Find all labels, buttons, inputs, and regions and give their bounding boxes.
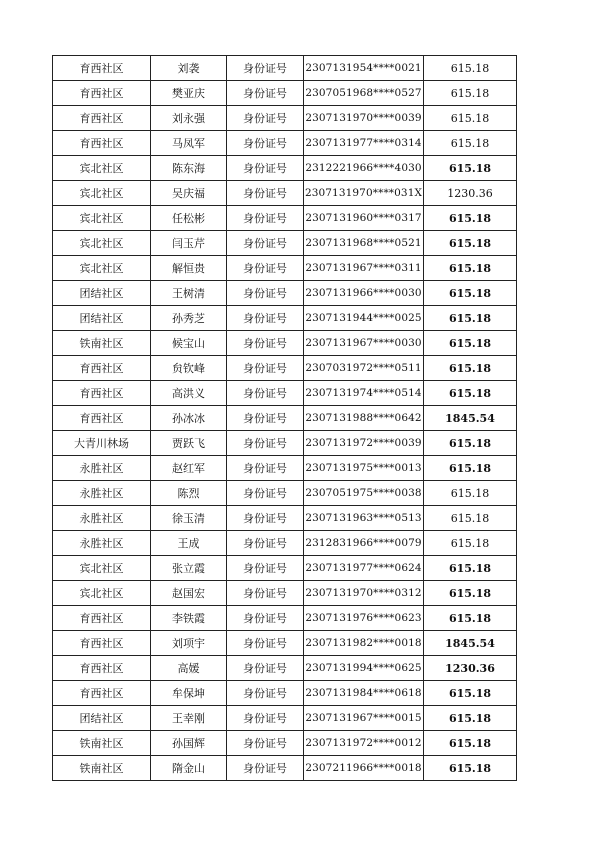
table-row [53,181,517,206]
amount-cell: 615.18 [424,731,517,756]
id-type-cell: 身份证号 [227,531,304,556]
area-cell: 宾北社区 [53,556,151,581]
area-cell: 育西社区 [53,656,151,681]
area-cell: 宾北社区 [53,231,151,256]
id-number-cell: 2307131972****0039 [304,431,424,456]
name-cell: 贾跃飞 [151,431,227,456]
id-type-cell: 身份证号 [227,456,304,481]
id-number-cell: 2307131984****0618 [304,681,424,706]
id-number-cell: 2307131988****0642 [304,406,424,431]
amount-cell: 615.18 [424,81,517,106]
name-cell: 吴庆福 [151,181,227,206]
id-number-cell: 2307131976****0623 [304,606,424,631]
area-cell: 永胜社区 [53,481,151,506]
amount-cell: 615.18 [424,706,517,731]
table-row [53,256,517,281]
table-row [53,81,517,106]
area-cell: 宾北社区 [53,156,151,181]
amount-cell: 615.18 [424,356,517,381]
area-cell: 育西社区 [53,406,151,431]
id-type-cell: 身份证号 [227,606,304,631]
amount-cell: 615.18 [424,306,517,331]
id-number-cell: 2312221966****4030 [304,156,424,181]
id-type-cell: 身份证号 [227,231,304,256]
area-cell: 育西社区 [53,56,151,81]
name-cell: 闫玉芹 [151,231,227,256]
name-cell: 王成 [151,531,227,556]
id-number-cell: 2307131967****0030 [304,331,424,356]
name-cell: 贠钦峰 [151,356,227,381]
amount-cell: 615.18 [424,381,517,406]
name-cell: 刘永强 [151,106,227,131]
id-number-cell: 2307131966****0030 [304,281,424,306]
table-row [53,131,517,156]
name-cell: 陈烈 [151,481,227,506]
amount-cell: 1230.36 [424,656,517,681]
table-row [53,156,517,181]
id-type-cell: 身份证号 [227,506,304,531]
area-cell: 宾北社区 [53,256,151,281]
amount-cell: 615.18 [424,206,517,231]
amount-cell: 1230.36 [424,181,517,206]
id-type-cell: 身份证号 [227,131,304,156]
table-row [53,506,517,531]
area-cell: 育西社区 [53,631,151,656]
area-cell: 育西社区 [53,356,151,381]
id-number-cell: 2307211966****0018 [304,756,424,781]
recipient-table [52,55,517,781]
area-cell: 团结社区 [53,706,151,731]
table-row [53,231,517,256]
table-row [53,356,517,381]
table-row [53,331,517,356]
id-type-cell: 身份证号 [227,281,304,306]
amount-cell: 615.18 [424,606,517,631]
amount-cell: 615.18 [424,231,517,256]
amount-cell: 615.18 [424,556,517,581]
id-type-cell: 身份证号 [227,406,304,431]
area-cell: 育西社区 [53,606,151,631]
name-cell: 孙国辉 [151,731,227,756]
name-cell: 刘袭 [151,56,227,81]
area-cell: 铁南社区 [53,331,151,356]
id-number-cell: 2307131967****0015 [304,706,424,731]
table-row [53,731,517,756]
area-cell: 育西社区 [53,381,151,406]
amount-cell: 615.18 [424,131,517,156]
amount-cell: 615.18 [424,256,517,281]
id-number-cell: 2307131994****0625 [304,656,424,681]
id-number-cell: 2307131975****0013 [304,456,424,481]
id-type-cell: 身份证号 [227,206,304,231]
id-type-cell: 身份证号 [227,631,304,656]
table-row [53,431,517,456]
table-row [53,681,517,706]
area-cell: 团结社区 [53,306,151,331]
id-type-cell: 身份证号 [227,256,304,281]
name-cell: 任松彬 [151,206,227,231]
area-cell: 育西社区 [53,106,151,131]
id-type-cell: 身份证号 [227,656,304,681]
name-cell: 徐玉清 [151,506,227,531]
id-type-cell: 身份证号 [227,306,304,331]
name-cell: 赵红军 [151,456,227,481]
id-type-cell: 身份证号 [227,481,304,506]
id-number-cell: 2307131982****0018 [304,631,424,656]
name-cell: 隋金山 [151,756,227,781]
id-type-cell: 身份证号 [227,731,304,756]
table-row [53,631,517,656]
id-number-cell: 2307131954****0021 [304,56,424,81]
id-type-cell: 身份证号 [227,181,304,206]
id-type-cell: 身份证号 [227,156,304,181]
id-type-cell: 身份证号 [227,381,304,406]
amount-cell: 1845.54 [424,406,517,431]
area-cell: 永胜社区 [53,456,151,481]
area-cell: 育西社区 [53,681,151,706]
amount-cell: 1845.54 [424,631,517,656]
amount-cell: 615.18 [424,756,517,781]
id-number-cell: 2307131963****0513 [304,506,424,531]
amount-cell: 615.18 [424,481,517,506]
id-type-cell: 身份证号 [227,106,304,131]
area-cell: 宾北社区 [53,581,151,606]
amount-cell: 615.18 [424,531,517,556]
table-row [53,306,517,331]
name-cell: 牟保坤 [151,681,227,706]
id-type-cell: 身份证号 [227,581,304,606]
name-cell: 马凤军 [151,131,227,156]
table-row [53,531,517,556]
id-number-cell: 2307131974****0514 [304,381,424,406]
id-type-cell: 身份证号 [227,356,304,381]
id-number-cell: 2307131970****0039 [304,106,424,131]
area-cell: 永胜社区 [53,506,151,531]
table-row [53,106,517,131]
name-cell: 刘项宇 [151,631,227,656]
id-number-cell: 2307131977****0314 [304,131,424,156]
id-number-cell: 2307131967****0311 [304,256,424,281]
name-cell: 赵国宏 [151,581,227,606]
id-number-cell: 2307051968****0527 [304,81,424,106]
id-type-cell: 身份证号 [227,681,304,706]
area-cell: 大青川林场 [53,431,151,456]
amount-cell: 615.18 [424,581,517,606]
id-number-cell: 2307031972****0511 [304,356,424,381]
amount-cell: 615.18 [424,506,517,531]
table-row [53,656,517,681]
id-type-cell: 身份证号 [227,81,304,106]
name-cell: 樊亚庆 [151,81,227,106]
name-cell: 孙秀芝 [151,306,227,331]
id-type-cell: 身份证号 [227,56,304,81]
id-number-cell: 2307131972****0012 [304,731,424,756]
table-body [53,56,517,781]
id-number-cell: 2307131944****0025 [304,306,424,331]
table-row [53,406,517,431]
id-number-cell: 2307051975****0038 [304,481,424,506]
id-type-cell: 身份证号 [227,756,304,781]
area-cell: 团结社区 [53,281,151,306]
id-type-cell: 身份证号 [227,331,304,356]
area-cell: 铁南社区 [53,731,151,756]
name-cell: 王幸刚 [151,706,227,731]
table-row [53,606,517,631]
amount-cell: 615.18 [424,56,517,81]
id-number-cell: 2307131960****0317 [304,206,424,231]
amount-cell: 615.18 [424,106,517,131]
name-cell: 陈东海 [151,156,227,181]
amount-cell: 615.18 [424,156,517,181]
area-cell: 育西社区 [53,81,151,106]
amount-cell: 615.18 [424,681,517,706]
table-row [53,206,517,231]
table-row [53,281,517,306]
table-row [53,456,517,481]
amount-cell: 615.18 [424,431,517,456]
id-type-cell: 身份证号 [227,431,304,456]
amount-cell: 615.18 [424,281,517,306]
area-cell: 宾北社区 [53,206,151,231]
name-cell: 李铁霞 [151,606,227,631]
table-row [53,706,517,731]
id-number-cell: 2312831966****0079 [304,531,424,556]
table-row [53,756,517,781]
id-number-cell: 2307131970****0312 [304,581,424,606]
table-row [53,481,517,506]
name-cell: 候宝山 [151,331,227,356]
id-number-cell: 2307131968****0521 [304,231,424,256]
amount-cell: 615.18 [424,331,517,356]
name-cell: 解恒贵 [151,256,227,281]
name-cell: 高洪义 [151,381,227,406]
id-number-cell: 2307131970****031X [304,181,424,206]
area-cell: 铁南社区 [53,756,151,781]
id-number-cell: 2307131977****0624 [304,556,424,581]
area-cell: 育西社区 [53,131,151,156]
id-type-cell: 身份证号 [227,706,304,731]
id-type-cell: 身份证号 [227,556,304,581]
table-row [53,556,517,581]
name-cell: 王树清 [151,281,227,306]
name-cell: 张立霞 [151,556,227,581]
table-row [53,581,517,606]
amount-cell: 615.18 [424,456,517,481]
area-cell: 永胜社区 [53,531,151,556]
table-row [53,381,517,406]
area-cell: 宾北社区 [53,181,151,206]
name-cell: 高媛 [151,656,227,681]
name-cell: 孙冰冰 [151,406,227,431]
table-row [53,56,517,81]
